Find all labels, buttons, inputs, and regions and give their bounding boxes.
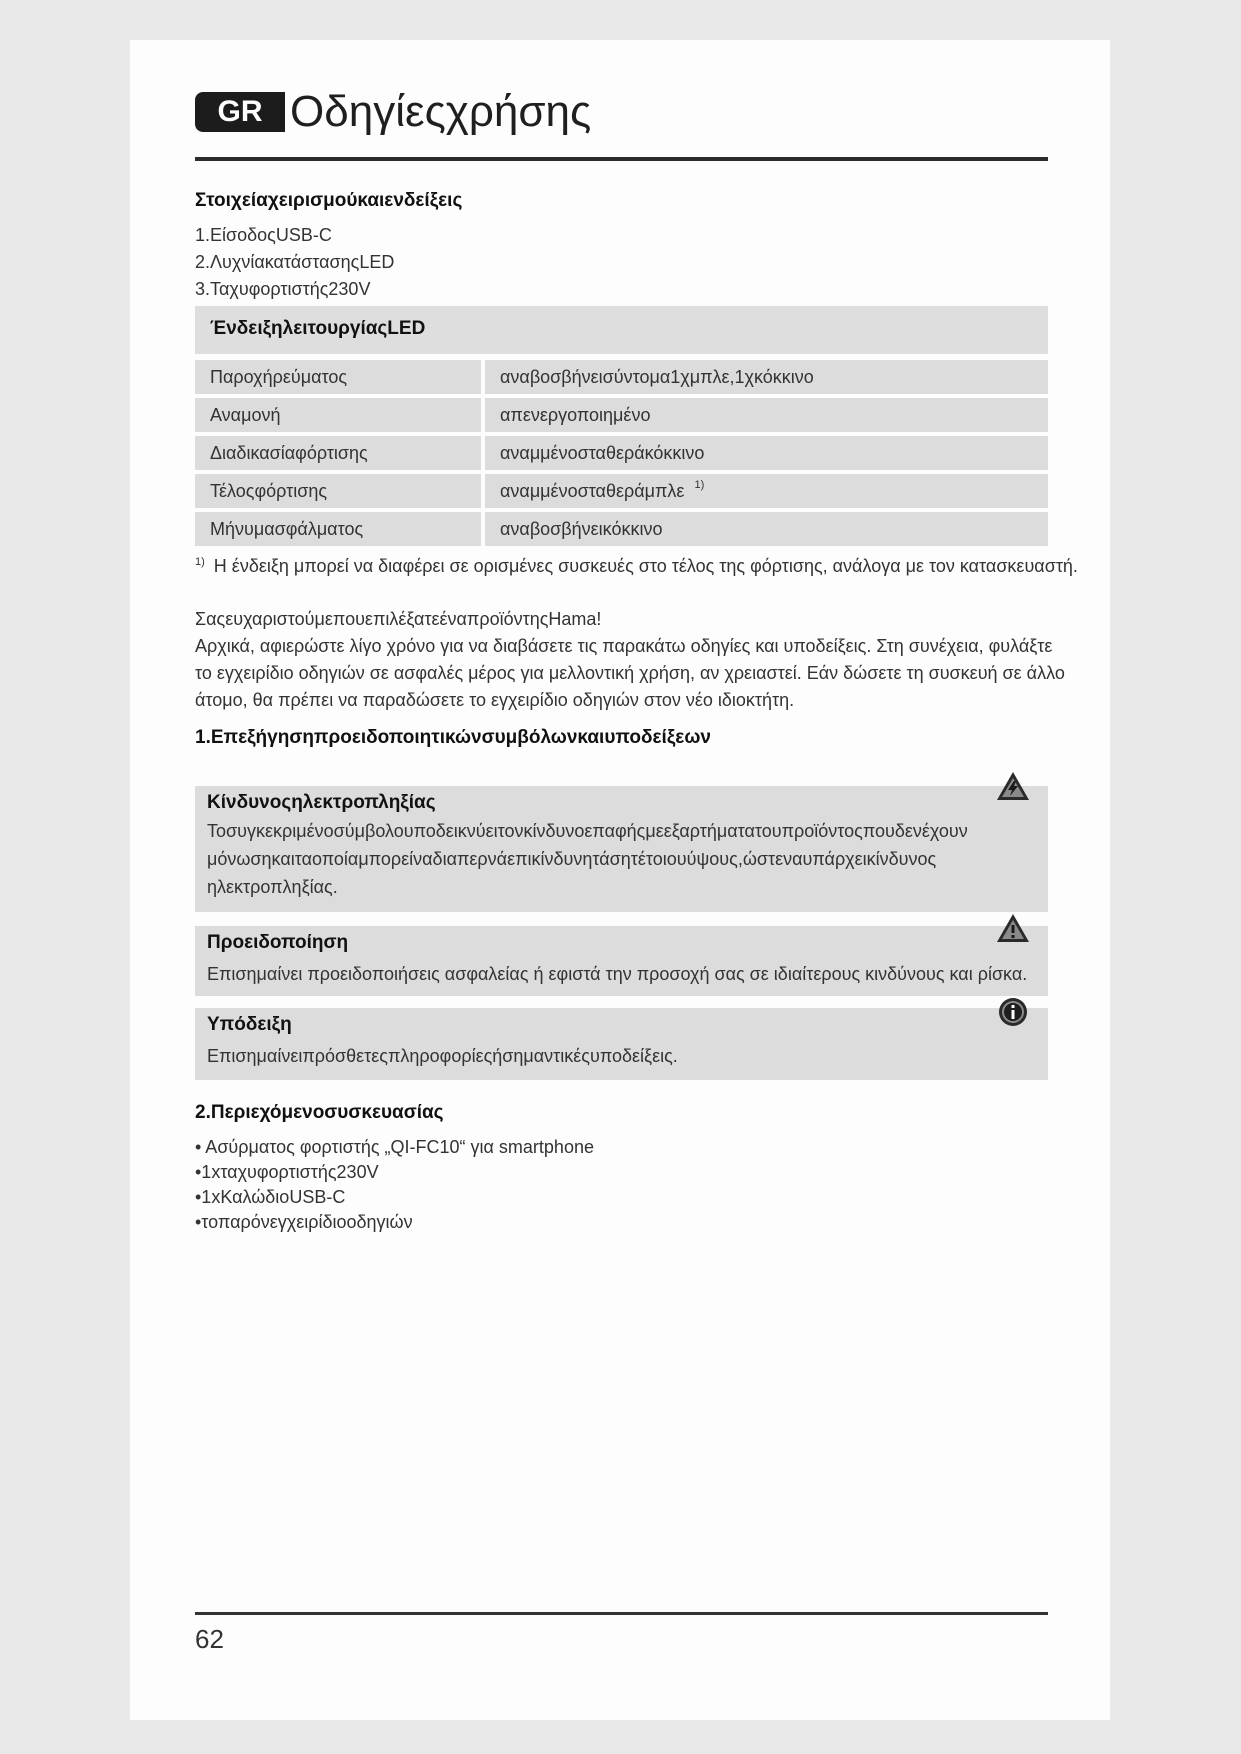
header-divider xyxy=(195,157,1048,161)
intro-line: άτομο, θα πρέπει να παραδώσετε το εγχειρίδιο οδηγιών στον νέο ιδιοκτήτη. xyxy=(195,690,795,710)
led-table-row xyxy=(195,436,1048,470)
controls-heading: Στοιχείαχειρισμούκαιενδείξεις xyxy=(195,190,463,211)
footnote-text: Η ένδειξη μπορεί να διαφέρει σε ορισμένες συσκευές στο τέλος της φόρτισης, ανάλογα με τον κατασκευαστή. xyxy=(213,556,1078,576)
note-text: Επισημαίνειπρόσθετεςπληροφορίεςήσημαντικέςυποδείξεις. xyxy=(207,1046,678,1066)
led-indication-cell: αναβοσβήνεισύντομα1χμπλε,1χκόκκινο xyxy=(485,360,1048,394)
led-footnote xyxy=(195,556,1078,577)
controls-list xyxy=(195,222,394,303)
language-badge: GR xyxy=(195,92,285,132)
led-indication-cell xyxy=(485,474,1048,508)
page-number: 62 xyxy=(195,1624,224,1654)
controls-item: 1.ΕίσοδοςUSB-C xyxy=(195,225,332,245)
led-indication-text: αναμμένοσταθεράμπλε xyxy=(500,481,685,501)
list-item: •1xταχυφορτιστής230V xyxy=(195,1162,379,1182)
warning-text: Επισημαίνει προειδοποιήσεις ασφαλείας ή εφιστά την προσοχή σας σε ιδιαίτερους κινδύνους και ρίσκα. xyxy=(207,964,1028,984)
section2-heading: 2.Περιεχόμενοσυσκευασίας xyxy=(195,1102,444,1123)
intro-line: το εγχειρίδιο οδηγιών σε ασφαλές μέρος για μελλοντική χρήση, αν χρειαστεί. Εάν δώσετε τη συσκευή σε άλλο xyxy=(195,663,1065,683)
intro-thanks: ΣαςευχαριστούμεπουεπιλέξατεέναπροϊόντηςHama! xyxy=(195,609,602,629)
footnote-marker: 1) xyxy=(694,479,705,491)
warning-icon xyxy=(995,912,1031,944)
led-state-cell: Αναμονή xyxy=(195,398,481,432)
intro-paragraph xyxy=(195,633,1065,714)
electric-hazard-title: Κίνδυνοςηλεκτροπληξίας xyxy=(207,792,436,813)
led-table-row xyxy=(195,398,1048,432)
list-item: •1xΚαλώδιοUSB-C xyxy=(195,1187,346,1207)
list-item: •τοπαρόνεγχειρίδιοοδηγιών xyxy=(195,1212,413,1232)
led-indication-cell: αναμμένοσταθεράκόκκινο xyxy=(485,436,1048,470)
led-table xyxy=(195,306,1048,550)
footnote-mark: 1) xyxy=(195,556,205,568)
list-item: • Ασύρματος φορτιστής „QI-FC10“ για smartphone xyxy=(195,1137,594,1157)
electric-hazard-line: ηλεκτροπληξίας. xyxy=(207,877,338,897)
led-state-cell: Μήνυμασφάλματος xyxy=(195,512,481,546)
note-box xyxy=(195,1008,1048,1080)
led-state-cell: Διαδικασίαφόρτισης xyxy=(195,436,481,470)
page-title: Οδηγίεςχρήσης xyxy=(290,87,592,136)
led-state-cell: Τέλοςφόρτισης xyxy=(195,474,481,508)
note-title: Υπόδειξη xyxy=(207,1014,292,1035)
led-state-cell: Παροχήρεύματος xyxy=(195,360,481,394)
warning-box xyxy=(195,926,1048,996)
info-icon xyxy=(998,997,1028,1027)
intro-line: Αρχικά, αφιερώστε λίγο χρόνο για να διαβάσετε τις παρακάτω οδηγίες και υποδείξεις. Στη συνέχεια, φυλάξτε xyxy=(195,636,1053,656)
section1-heading: 1.Επεξήγησηπροειδοποιητικώνσυμβόλωνκαιυποδείξεων xyxy=(195,727,711,748)
electric-hazard-box xyxy=(195,786,1048,912)
package-contents-list xyxy=(195,1135,594,1235)
led-table-heading: ΈνδειξηλειτουργίαςLED xyxy=(195,306,1048,354)
electric-hazard-text xyxy=(207,817,1036,901)
footer-divider xyxy=(195,1612,1048,1615)
led-indication-cell: αναβοσβήνεικόκκινο xyxy=(485,512,1048,546)
controls-item: 3.Ταχυφορτιστής230V xyxy=(195,279,371,299)
led-table-row xyxy=(195,474,1048,508)
led-indication-cell: απενεργοποιημένο xyxy=(485,398,1048,432)
led-table-row xyxy=(195,512,1048,546)
warning-title: Προειδοποίηση xyxy=(207,932,349,953)
electric-hazard-line: μόνωσηκαιταοποίαμπορείναδιαπερνάεπικίνδυνητάσητέτοιουύψους,ώστεναυπάρχεικίνδυνος xyxy=(207,849,937,869)
controls-item: 2.ΛυχνίακατάστασηςLED xyxy=(195,252,395,272)
led-table-row xyxy=(195,360,1048,394)
electric-hazard-icon xyxy=(995,770,1031,802)
electric-hazard-line: Τοσυγκεκριμένοσύμβολουποδεικνύειτονκίνδυνοεπαφήςμεεξαρτήματατουπροϊόντοςπουδενέχουν xyxy=(207,821,968,841)
